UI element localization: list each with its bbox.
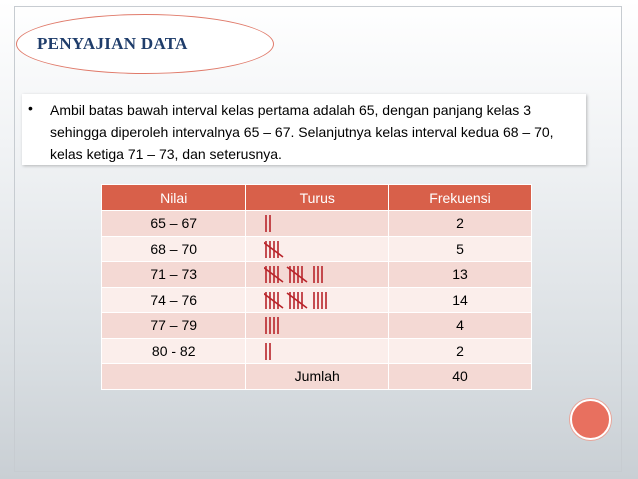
tally-marks: [264, 239, 384, 260]
cell-turus: [246, 262, 389, 288]
table-row: [102, 287, 532, 313]
header-frekuensi: Frekuensi: [389, 185, 532, 211]
table-row: [102, 211, 532, 237]
title-oval: [16, 14, 274, 74]
bullet-box: [22, 94, 586, 165]
table-row: [102, 338, 532, 364]
tally-marks: [264, 315, 384, 336]
table-row: [102, 236, 532, 262]
cell-turus: [246, 338, 389, 364]
cell-nilai: 74 – 76: [102, 287, 246, 313]
cell-nilai: 80 - 82: [102, 338, 246, 364]
cell-empty: [102, 364, 246, 390]
header-nilai: Nilai: [102, 185, 246, 211]
frequency-table: [101, 184, 532, 390]
cell-frekuensi: 13: [389, 262, 532, 288]
cell-frekuensi: 2: [389, 338, 532, 364]
cell-frekuensi: 5: [389, 236, 532, 262]
cell-turus: [246, 287, 389, 313]
cell-nilai: 68 – 70: [102, 236, 246, 262]
cell-turus: [246, 211, 389, 237]
cell-turus: [246, 313, 389, 339]
cell-turus: [246, 236, 389, 262]
cell-nilai: 65 – 67: [102, 211, 246, 237]
table-header-row: [102, 185, 532, 211]
jumlah-label: Jumlah: [246, 364, 389, 390]
cell-frekuensi: 4: [389, 313, 532, 339]
bullet-icon: •: [28, 100, 33, 116]
tally-marks: [264, 213, 384, 234]
bullet-text: Ambil batas bawah interval kelas pertama adalah 65, dengan panjang kelas 3 sehingga diperoleh intervalnya 65 – 67. Selanjutnya kelas interval kedua 68 – 70, kelas ketiga 71 – 73, dan seterusnya.: [50, 102, 554, 162]
cell-frekuensi: 14: [389, 287, 532, 313]
cell-nilai: 77 – 79: [102, 313, 246, 339]
jumlah-total: 40: [389, 364, 532, 390]
decorative-circle-icon: [570, 399, 611, 440]
cell-frekuensi: 2: [389, 211, 532, 237]
page-title: PENYAJIAN DATA: [37, 34, 188, 53]
tally-marks: [264, 290, 384, 311]
table-row: [102, 313, 532, 339]
header-turus: Turus: [246, 185, 389, 211]
tally-marks: [264, 341, 384, 362]
table-row: [102, 262, 532, 288]
tally-marks: [264, 264, 384, 285]
table-total-row: [102, 364, 532, 390]
cell-nilai: 71 – 73: [102, 262, 246, 288]
